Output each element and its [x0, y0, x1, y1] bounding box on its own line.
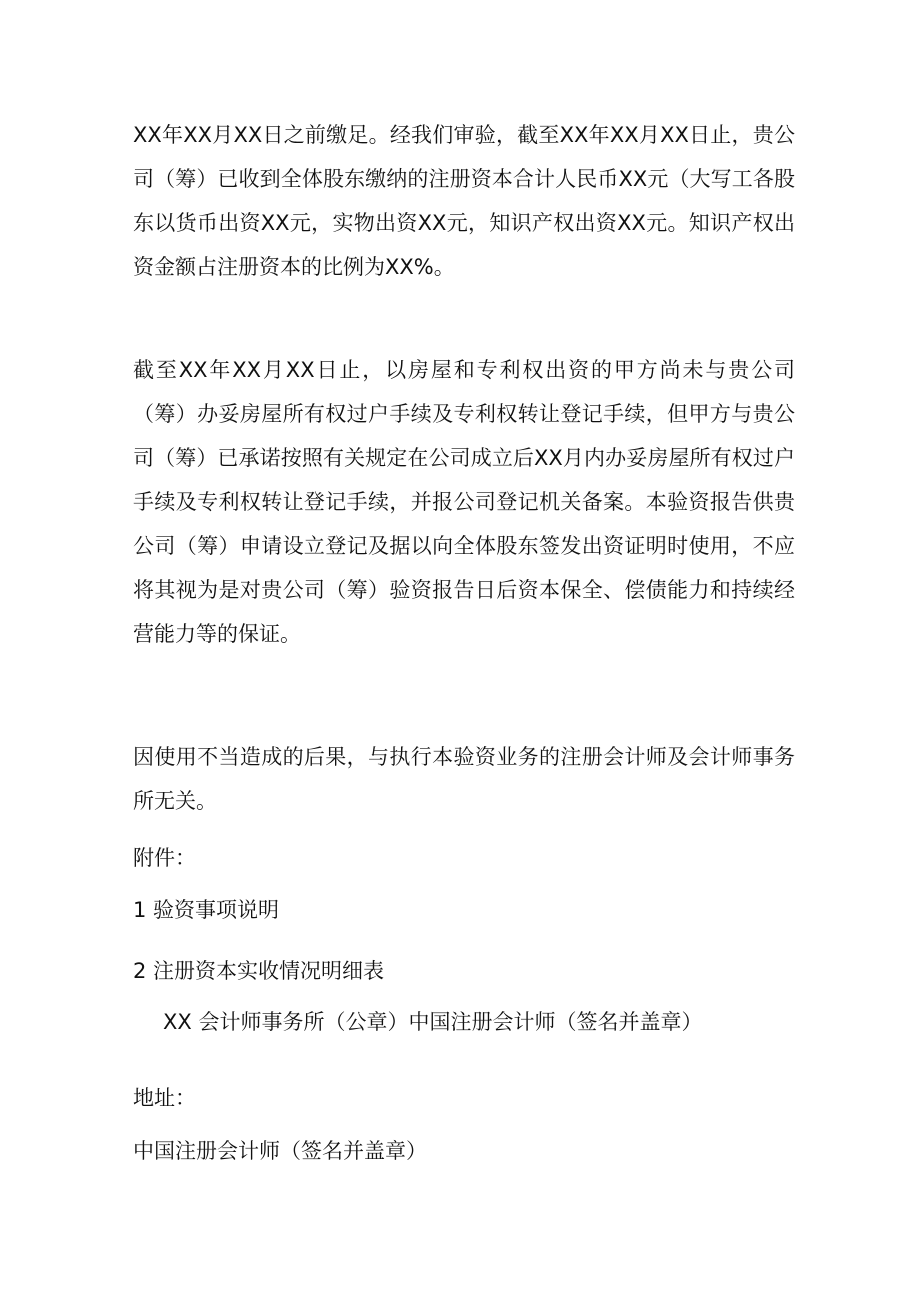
attachment-item-2: 2 注册资本实收情况明细表	[133, 959, 385, 983]
attachments-label: 附件：	[133, 846, 196, 870]
paragraph-property-transfer: 截至XX年XX月XX日止，以房屋和专利权出资的甲方尚未与贵公司（筹）办妥房屋所有权过户手续及专利权转让登记手续，但甲方与贵公司（筹）已承诺按照有关规定在公司成立后XX月内办妥房屋所有权过户手续及专利权转让登记手续，并报公司登记机关备案。本验资报告供贵公司（筹）申请设立登记及据以向全体股东签发出资证明时使用，不应将其视为是对贵公司（筹）验资报告日后资本保全、偿债能力和持续经营能力等的保证。	[133, 358, 795, 646]
attachment-item-1: 1 验资事项说明	[133, 898, 280, 922]
paragraph-liability-disclaimer: 因使用不当造成的后果，与执行本验资业务的注册会计师及会计师事务所无关。	[133, 745, 795, 813]
firm-signature-line: XX 会计师事务所（公章）中国注册会计师（签名并盖章）	[163, 1010, 703, 1034]
address-label: 地址：	[133, 1086, 196, 1110]
cpa-signature-line: 中国注册会计师（签名并盖章）	[133, 1139, 427, 1163]
paragraph-capital-verification: XX年XX月XX日之前缴足。经我们审验，截至XX年XX月XX日止，贵公司（筹）已收到全体股东缴纳的注册资本合计人民币XX元（大写工各股东以货币出资XX元，实物出资XX元，知识产权出资XX元。知识产权出资金额占注册资本的比例为XX%。	[133, 123, 795, 279]
